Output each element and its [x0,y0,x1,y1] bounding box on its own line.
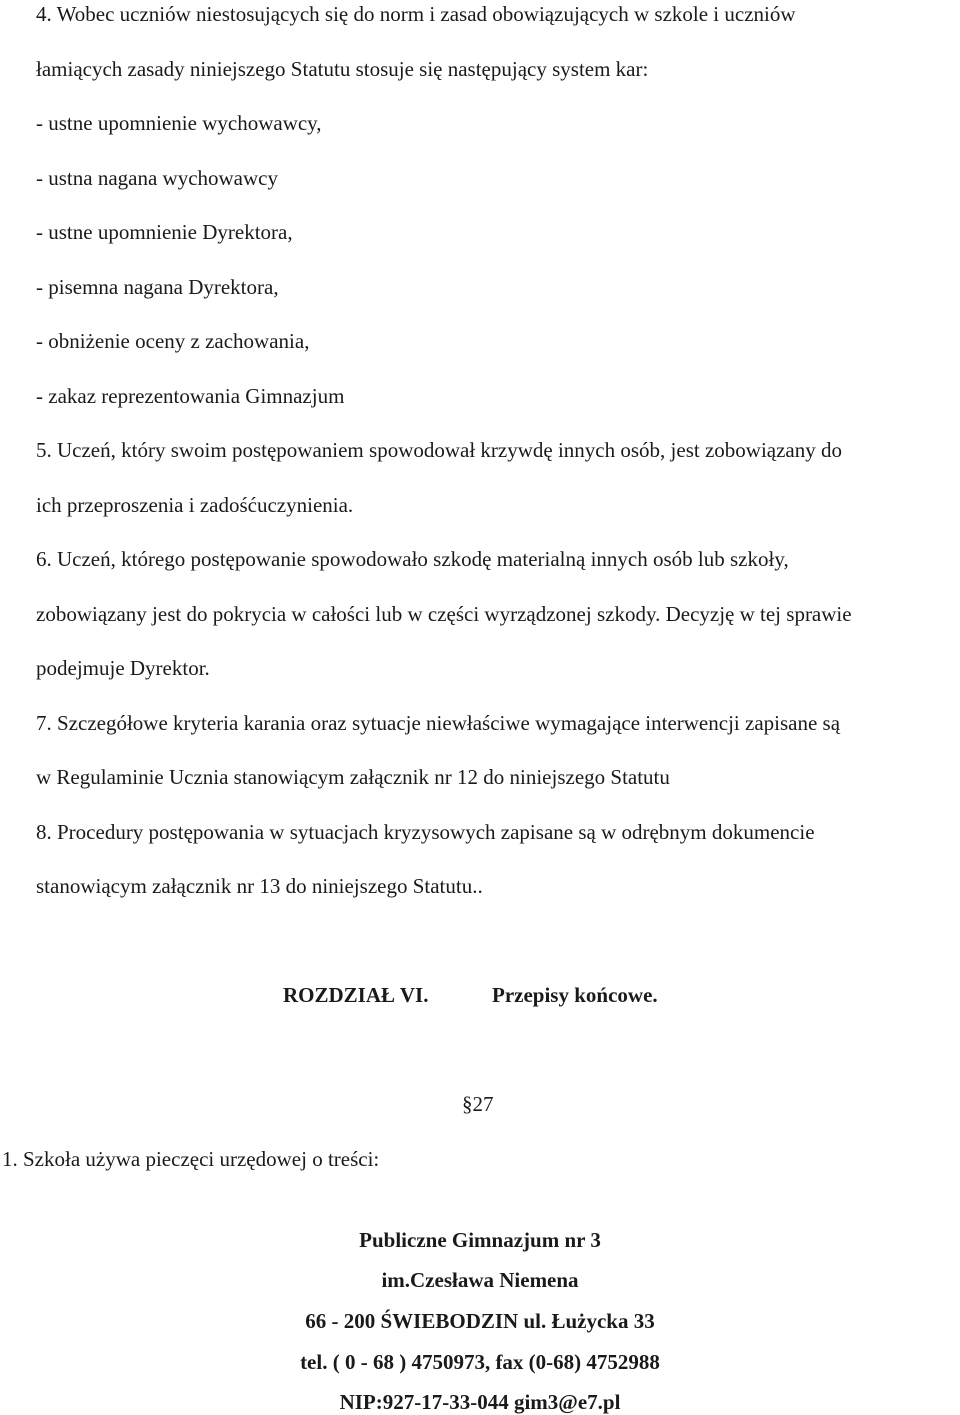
paragraph-4-line-1: 4. Wobec uczniów niestosujących się do norm i zasad obowiązujących w szkole i uczniów [36,2,796,26]
penalty-item: - ustna nagana wychowawcy [36,166,278,190]
stamp-line-patron: im.Czesława Niemena [381,1268,579,1292]
paragraph-5-line-1: 5. Uczeń, który swoim postępowaniem spowodował krzywdę innych osób, jest zobowiązany do [36,438,842,462]
penalty-item: - ustne upomnienie Dyrektora, [36,220,293,244]
chapter-title: Przepisy końcowe. [492,983,658,1007]
paragraph-4-line-2: łamiących zasady niniejszego Statutu stosuje się następujący system kar: [36,57,649,81]
paragraph-7-line-2: w Regulaminie Ucznia stanowiącym załącznik nr 12 do niniejszego Statutu [36,765,670,789]
penalty-item: - ustne upomnienie wychowawcy, [36,111,322,135]
stamp-line-address: 66 - 200 ŚWIEBODZIN ul. Łużycka 33 [305,1309,655,1333]
stamp-line-phone: tel. ( 0 - 68 ) 4750973, fax (0-68) 4752988 [300,1350,660,1374]
item-1: 1. Szkoła używa pieczęci urzędowej o treści: [2,1147,380,1171]
penalty-item: - pisemna nagana Dyrektora, [36,275,279,299]
paragraph-6-line-3: podejmuje Dyrektor. [36,656,210,680]
penalty-item: - obniżenie oceny z zachowania, [36,329,310,353]
paragraph-8-line-1: 8. Procedury postępowania w sytuacjach kryzysowych zapisane są w odrębnym dokumencie [36,820,815,844]
paragraph-6-line-2: zobowiązany jest do pokrycia w całości lub w części wyrządzonej szkody. Decyzję w tej sprawie [36,602,852,626]
chapter-number: ROZDZIAŁ VI. [283,983,429,1007]
stamp-line-nip: NIP:927-17-33-044 gim3@e7.pl [339,1390,621,1414]
stamp-line-school: Publiczne Gimnazjum nr 3 [359,1228,601,1252]
paragraph-6-line-1: 6. Uczeń, którego postępowanie spowodowało szkodę materialną innych osób lub szkoły, [36,547,789,571]
paragraph-5-line-2: ich przeproszenia i zadośćuczynienia. [36,493,354,517]
paragraph-7-line-1: 7. Szczegółowe kryteria karania oraz sytuacje niewłaściwe wymagające interwencji zapisane są [36,711,841,735]
section-number: §27 [462,1092,494,1116]
penalty-item: - zakaz reprezentowania Gimnazjum [36,384,345,408]
paragraph-8-line-2: stanowiącym załącznik nr 13 do niniejszego Statutu.. [36,874,483,898]
